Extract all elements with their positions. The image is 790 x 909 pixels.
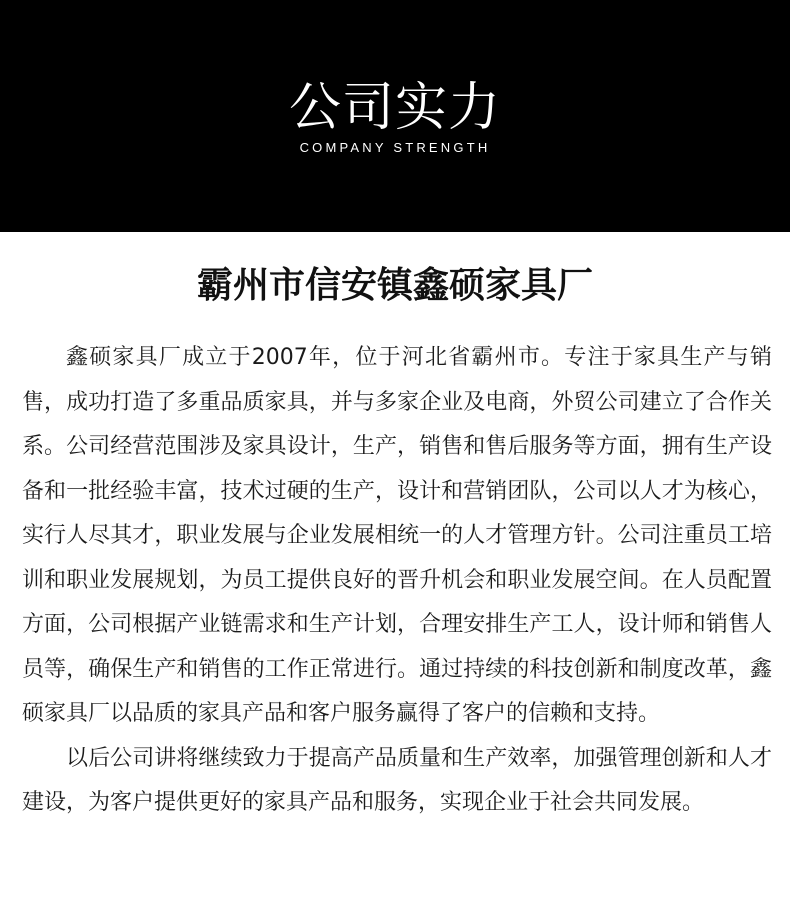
description-paragraph: 鑫硕家具厂成立于2007年，位于河北省霸州市。专注于家具生产与销售，成功打造了多重品质家具，并与多家企业及电商，外贸公司建立了合作关系。公司经营范围涉及家具设计，生产，销售和售后服务等方面，拥有生产设备和一批经验丰富，技术过硬的生产，设计和营销团队，公司以人才为核心，实行人尽其才，职业发展与企业发展相统一的人才管理方针。公司注重员工培训和职业发展规划，为员工提供良好的晋升机会和职业发展空间。在人员配置方面，公司根据产业链需求和生产计划，合理安排生产工人，设计师和销售人员等，确保生产和销售的工作正常进行。通过持续的科技创新和制度改革，鑫硕家具厂以品质的家具产品和客户服务赢得了客户的信赖和支持。	[22, 345, 772, 726]
company-name-heading: 霸州市信安镇鑫硕家具厂	[196, 265, 593, 306]
header-banner	[0, 0, 790, 232]
description-paragraph: 以后公司讲将继续致力于提高产品质量和生产效率，加强管理创新和人才建设，为客户提供更好的家具产品和服务，实现企业于社会共同发展。	[22, 745, 772, 815]
banner-subtitle: COMPANY STRENGTH	[299, 140, 491, 155]
banner-title: 公司实力	[288, 78, 501, 138]
company-description	[22, 336, 772, 826]
